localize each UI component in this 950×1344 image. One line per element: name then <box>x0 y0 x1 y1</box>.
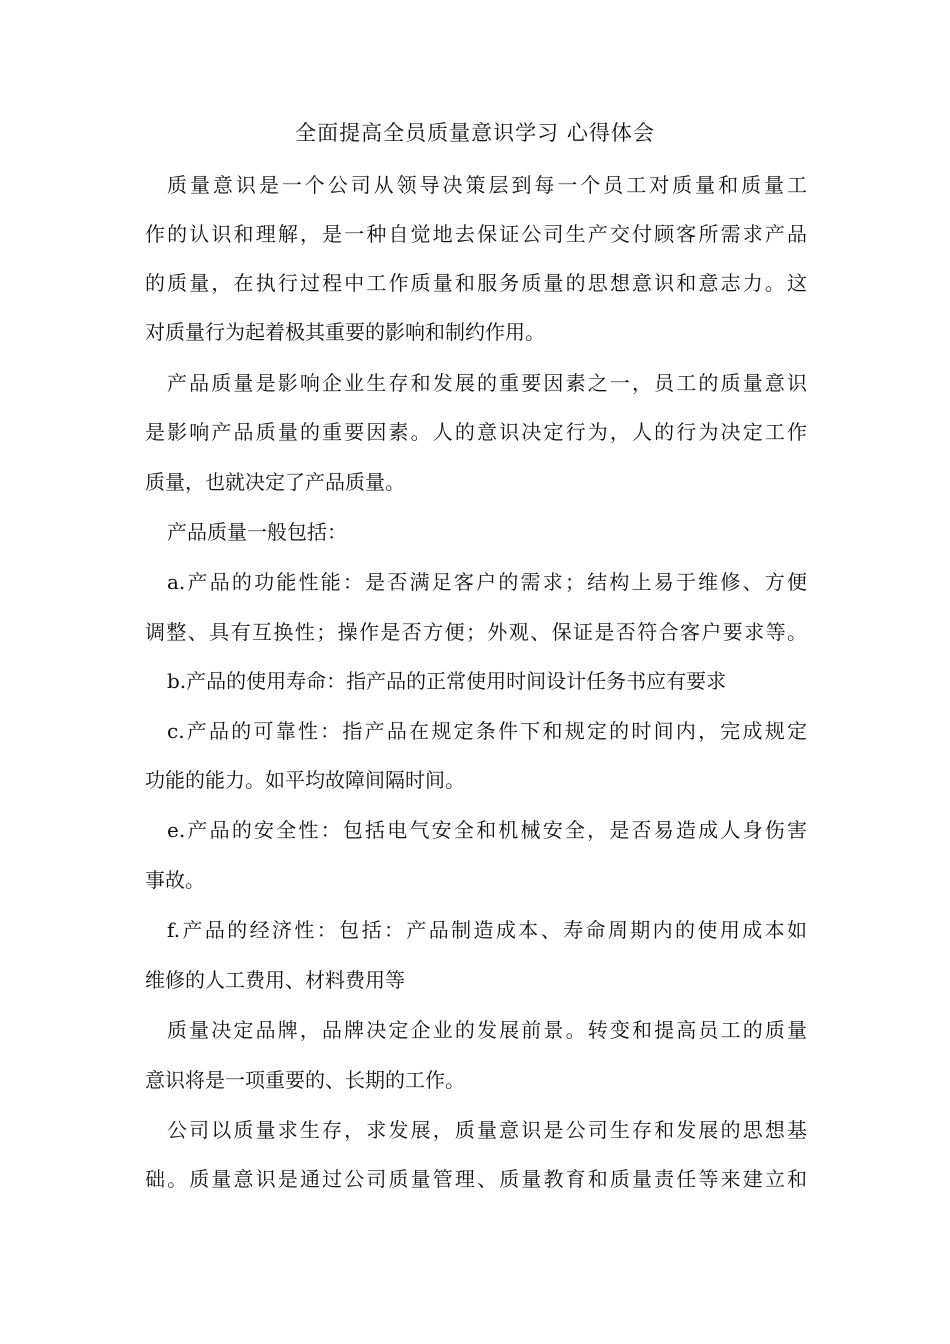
paragraph-line: 功能的能力。如平均故障间隔时间。 <box>145 768 465 792</box>
paragraph-line: f.产品的经济性：包括：产品制造成本、寿命周期内的使用成本如 <box>167 918 807 942</box>
paragraph-line: b.产品的使用寿命：指产品的正常使用时间设计任务书应有要求 <box>167 669 727 693</box>
paragraph-line: 事故。 <box>145 868 205 892</box>
paragraph-line: 公司以质量求生存，求发展，质量意识是公司生存和发展的思想基 <box>167 1118 807 1142</box>
paragraph-line: 础。质量意识是通过公司质量管理、质量教育和质量责任等来建立和 <box>145 1167 807 1191</box>
document-title: 全面提高全员质量意识学习 心得体会 <box>295 121 655 145</box>
paragraph-line: 质量，也就决定了产品质量。 <box>145 470 405 494</box>
paragraph-line: 作的认识和理解，是一种自觉地去保证公司生产交付顾客所需求产品 <box>145 222 807 246</box>
paragraph-line: 产品质量一般包括： <box>167 520 347 544</box>
paragraph-line: 是影响产品质量的重要因素。人的意识决定行为，人的行为决定工作 <box>145 420 807 444</box>
paragraph-line: 的质量，在执行过程中工作质量和服务质量的思想意识和意志力。这 <box>145 271 807 295</box>
paragraph-line: a.产品的功能性能：是否满足客户的需求；结构上易于维修、方便 <box>167 570 807 594</box>
paragraph-line: c.产品的可靠性：指产品在规定条件下和规定的时间内，完成规定 <box>167 719 807 743</box>
paragraph-line: 意识将是一项重要的、长期的工作。 <box>145 1068 465 1092</box>
paragraph-line: 维修的人工费用、材料费用等 <box>145 968 405 992</box>
paragraph-line: e.产品的安全性：包括电气安全和机械安全，是否易造成人身伤害 <box>167 818 807 842</box>
paragraph-line: 对质量行为起着极其重要的影响和制约作用。 <box>145 320 545 344</box>
paragraph-line: 调整、具有互换性；操作是否方便；外观、保证是否符合客户要求等。 <box>145 620 807 644</box>
paragraph-line: 产品质量是影响企业生存和发展的重要因素之一，员工的质量意识 <box>167 371 807 395</box>
paragraph-line: 质量意识是一个公司从领导决策层到每一个员工对质量和质量工 <box>167 173 807 197</box>
paragraph-line: 质量决定品牌，品牌决定企业的发展前景。转变和提高员工的质量 <box>167 1018 807 1042</box>
